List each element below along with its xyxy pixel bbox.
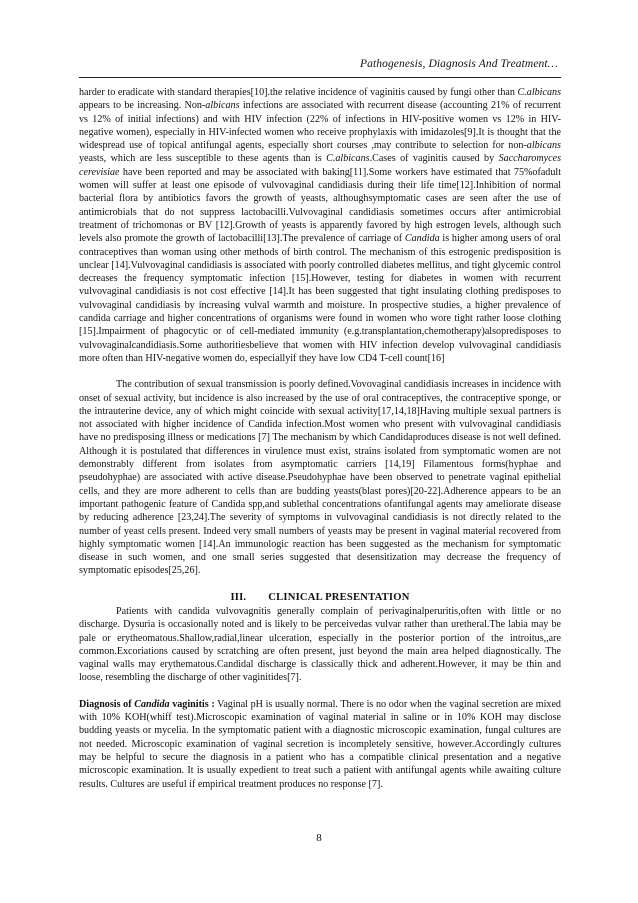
paragraph-clinical-presentation — [79, 605, 561, 685]
text-run: have been reported and may be associated with baking[11].Some workers have estimated that 75%ofadult women will suffer at least one episode of vulvovaginal candidiasis during their life time[12].Inhibition of normal bacterial flora by antibiotics favors the growth of yeasts, althoughsymptomatic cases are seen after the use of antimicrobials that do not suppress lactobacilli.Vulvovaginal candidiasis sometimes occurs after antimicrobial treatment of trichomonas or BV [12].Growth of yeasts is apparently favored by high estrogen levels, although such levels also promote the growth of lactobacilli[13].The prevalence of carriage of — [79, 166, 561, 245]
text-run: appears to be increasing. Non- — [79, 100, 206, 112]
text-run: Patients with candida vulvovagnitis generally complain of perivaginalperuritis,often with little or no discharge. Dysuria is occasionally noted and is likely to be perceivedas vulvar rather than uretheral.The labia may be pale or erytheomatous.Shallow,radial,linear ulceration, especially in the posterior portion of the introitus,,are common.Excoriations caused by scratching are often present, just beyond the main area helped diagnostically. The vaginal walls may erythematous.Candidal discharge is classically thick and adherent.However, it may be thin and loose, resembling the discharge of other vaginitides[7]. — [79, 605, 561, 684]
paragraph-risk-factors — [79, 86, 561, 365]
section-title: CLINICAL PRESENTATION — [268, 591, 410, 603]
text-run: albicans — [205, 100, 240, 112]
page-number: 8 — [316, 832, 322, 844]
text-run: Vaginal pH is usually normal. There is no odor when the vaginal secretion are mixed with 10% KOH(whiff test).Microscopic examination of vaginal material in saline or in 10% KOH may disclose budding yeasts or mycelia. In the symptomatic patient with a diagnostic microscopic examination, fungal cultures are not needed. Microscopic examination of vaginal secretion is incompletely sensitive, however.Accordingly cultures may be helpful to secure the diagnosis in a patient who has a compatible clinical presentation and a negative microscopic examination. It is usually expedient to treat such a patient with antifungal agents while awaiting culture results. Cultures are useful if empirical treatment produces no response [7]. — [79, 698, 561, 790]
text-run: yeasts, which are less susceptible to these agents than is — [79, 153, 327, 165]
text-run: harder to eradicate with standard therapies[10].the relative incidence of vaginitis caused by fungi other than — [79, 87, 518, 98]
text-run: is higher among users of oral contraceptives than woman using other methods of birth control. The mechanism of this estrogenic predisposition is unclear [14].Vulvovaginal candidiasis is associated with poorly controlled diabetes mellitus, and tight glycemic control decreases the frequency symptomatic infection [15].However, testing for diabetes in women with recurrent vulvovaginal candidiasis is not cost effective [14].It has been suggested that tight insulating clothing predisposes to vulvovaginal candidiasis by increasing vulval warmth and moisture. In prospective studies, a higher prevalence of candida carriage and higher concentrations of organisms were found in women who wore tight rather loose clothing [15].Impairment of phagocytic or of cell-mediated immunity (e.g.transplantation,chemotherapy)alsopredisposes to vulvovaginalcandidiasis.Some authoritiesbelieve that women with HIV infection develop vulvovaginal candidiasis more often than HIV-negative women do, especiallyif they have low CD4 T-cell count[16] — [79, 233, 561, 364]
body-text — [79, 86, 561, 791]
text-run: The contribution of sexual transmission is poorly defined.Vovovaginal candidiasis increases in incidence with onset of sexual activity, but incidence is also increased by the use of oral contraceptives, the contraceptive sponge, or the intrauterine device, any of which might coincide with sexual activity[17,14,18]Having multiple sexual partners is not associated with higher incidence of Candida infection.Most women who present with vulvovaginal candidiasis have no predisposing illness or medications [7] The mechanism by which Candidaproduces disease is not well defined. Although it is postulated that differences in virulence must exist, strains isolated from symptomatic women are not demonstrably different from isolates from asymptomatic carriers [14,19] Filamentous forms(hyphae and pseudohyphae) are associated with active disease.Pseudohyphae have been observed to penetrate vaginal epithelial cells, and they are more adherent to cells than are budding yeasts(blast pores)[20-22].Adherence appears to be an important pathogenic feature of Candida spp,and sublethal concentrations ofantifungal agents may ameliorate disease by reducing adherence [23,24].The severity of symptoms in vulvovaginal candidiasis is not directly related to the number of yeast cells present. Indeed very small numbers of yeasts may be present in vaginal material recovered from highly symptomatic women [14].An immunologic reaction has been suggested as the mechanism for symptomatic disease in such women, and one small series suggested that desensitization may decrease the frequency of symptomatic episodes[25,26]. — [79, 379, 561, 577]
text-run: vaginitis : — [169, 698, 215, 710]
text-run: Saccharomyces cerevisiae — [79, 153, 561, 178]
section-heading — [79, 591, 561, 604]
running-header: Pathogenesis, Diagnosis And Treatment… — [359, 58, 558, 70]
paragraph-sexual-transmission — [79, 378, 561, 577]
section-number: III. — [230, 591, 247, 603]
text-run: .Cases of vaginitis caused by — [369, 153, 499, 165]
paragraph-diagnosis — [79, 698, 561, 791]
text-run: Diagnosis of — [79, 698, 135, 710]
text-run: C.albicans — [517, 87, 561, 98]
text-run: C.albicans — [326, 153, 370, 165]
header-rule — [79, 77, 561, 78]
text-run: albicans — [526, 140, 561, 152]
text-run: Candida — [404, 233, 440, 245]
text-run: Candida — [134, 698, 170, 710]
text-run: infections are associated with recurrent disease (accounting 21% of recurrent vs 12% of initial infections) and with HIV infection (22% of infections in HIV-positive women vs 12% in HIV-negative women), especially in HIV-infected women who receive prophylaxis with imidazoles[9].It is thought that the widespread use of topical antifungal agents, especially short courses ,may contribute to selection for non- — [79, 100, 561, 152]
